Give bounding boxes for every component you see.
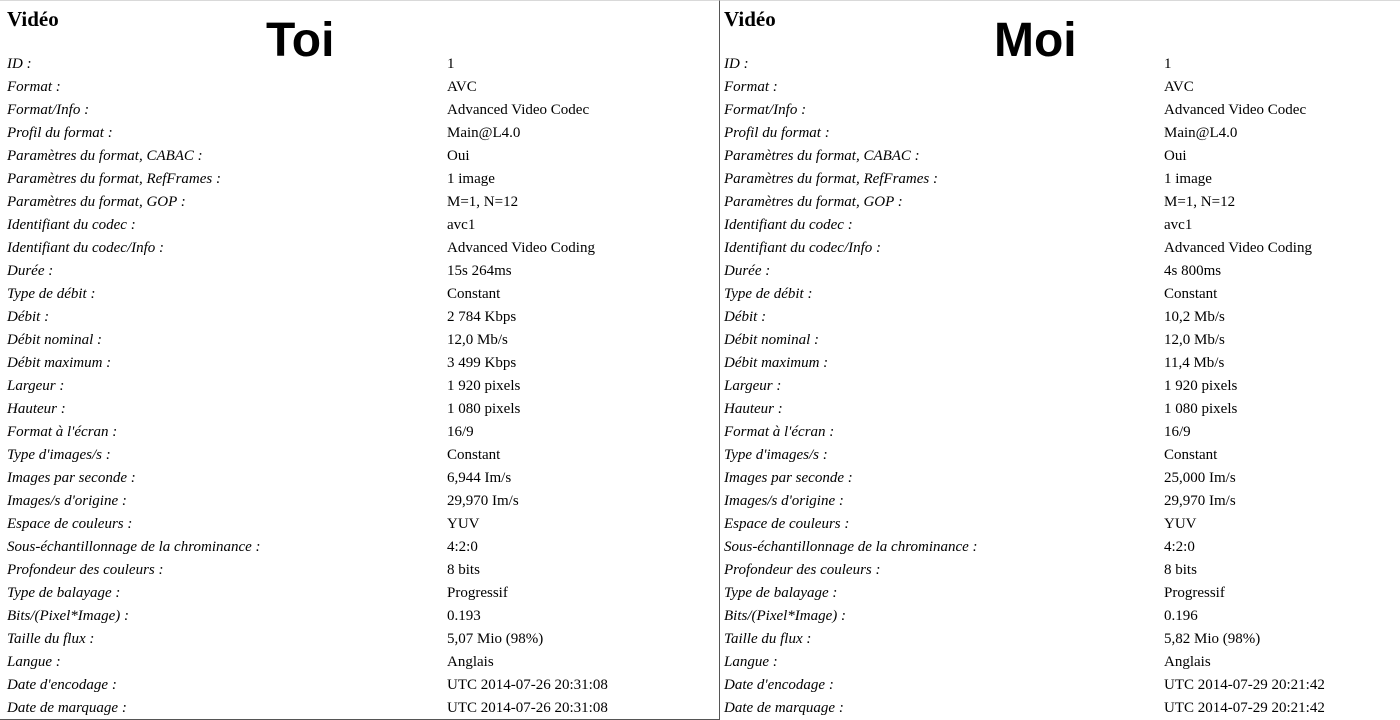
property-value: 12,0 Mb/s bbox=[1164, 332, 1225, 348]
property-value: 29,970 Im/s bbox=[1164, 493, 1236, 509]
property-label: Hauteur : bbox=[724, 401, 783, 417]
property-label: Images/s d'origine : bbox=[7, 493, 127, 509]
property-row bbox=[720, 490, 1400, 513]
property-label: Débit : bbox=[7, 309, 50, 325]
property-value: UTC 2014-07-26 20:31:08 bbox=[447, 700, 608, 716]
property-label: Identifiant du codec : bbox=[724, 217, 853, 233]
property-row bbox=[0, 375, 719, 398]
property-row bbox=[720, 191, 1400, 214]
property-row bbox=[720, 168, 1400, 191]
property-value: 8 bits bbox=[1164, 562, 1197, 578]
property-row bbox=[720, 237, 1400, 260]
property-label: Paramètres du format, CABAC : bbox=[7, 148, 203, 164]
property-value: avc1 bbox=[447, 217, 476, 233]
property-row bbox=[720, 674, 1400, 697]
property-value: Main@L4.0 bbox=[1164, 125, 1238, 141]
property-label: Espace de couleurs : bbox=[7, 516, 133, 532]
property-row bbox=[720, 398, 1400, 421]
property-row bbox=[0, 237, 719, 260]
property-label: Format : bbox=[7, 79, 61, 95]
property-row bbox=[720, 329, 1400, 352]
property-row bbox=[720, 99, 1400, 122]
property-row bbox=[720, 628, 1400, 651]
property-value: 5,07 Mio (98%) bbox=[447, 631, 544, 647]
property-label: Paramètres du format, GOP : bbox=[7, 194, 186, 210]
property-label: Type de balayage : bbox=[7, 585, 121, 601]
property-value: Constant bbox=[447, 286, 501, 302]
property-label: Identifiant du codec/Info : bbox=[724, 240, 882, 256]
property-label: Débit : bbox=[724, 309, 767, 325]
property-value: Progressif bbox=[1164, 585, 1225, 601]
property-label: Largeur : bbox=[724, 378, 782, 394]
property-label: Date de marquage : bbox=[7, 700, 127, 716]
property-value: Constant bbox=[1164, 286, 1218, 302]
property-value: M=1, N=12 bbox=[1164, 194, 1236, 210]
property-value: 1 bbox=[447, 56, 455, 72]
property-label: Type de débit : bbox=[724, 286, 813, 302]
property-row bbox=[0, 605, 719, 628]
property-label: Largeur : bbox=[7, 378, 65, 394]
property-label: Paramètres du format, RefFrames : bbox=[724, 171, 938, 187]
property-value: Advanced Video Coding bbox=[1164, 240, 1312, 256]
property-label: Espace de couleurs : bbox=[724, 516, 850, 532]
property-label: Date de marquage : bbox=[724, 700, 844, 716]
property-row bbox=[0, 76, 719, 99]
property-label: Identifiant du codec : bbox=[7, 217, 136, 233]
property-value: YUV bbox=[447, 516, 480, 532]
property-value: 1 image bbox=[447, 171, 495, 187]
property-value: Progressif bbox=[447, 585, 508, 601]
property-row bbox=[720, 582, 1400, 605]
property-row bbox=[0, 628, 719, 651]
property-value: YUV bbox=[1164, 516, 1197, 532]
property-row bbox=[0, 674, 719, 697]
property-row bbox=[0, 421, 719, 444]
property-value: 3 499 Kbps bbox=[447, 355, 517, 371]
property-label: Langue : bbox=[724, 654, 778, 670]
property-value: 25,000 Im/s bbox=[1164, 470, 1236, 486]
property-row bbox=[720, 697, 1400, 720]
property-row bbox=[0, 329, 719, 352]
property-value: avc1 bbox=[1164, 217, 1193, 233]
property-row bbox=[0, 490, 719, 513]
property-value: AVC bbox=[447, 79, 477, 95]
property-value: Advanced Video Codec bbox=[447, 102, 590, 118]
property-value: Anglais bbox=[1164, 654, 1211, 670]
property-value: 4:2:0 bbox=[447, 539, 478, 555]
property-list bbox=[0, 53, 719, 720]
property-label: Format/Info : bbox=[7, 102, 90, 118]
property-value: UTC 2014-07-26 20:31:08 bbox=[447, 677, 608, 693]
property-row bbox=[720, 260, 1400, 283]
property-row bbox=[720, 122, 1400, 145]
property-row bbox=[720, 421, 1400, 444]
property-value: 29,970 Im/s bbox=[447, 493, 519, 509]
property-row bbox=[0, 352, 719, 375]
property-value: 6,944 Im/s bbox=[447, 470, 512, 486]
property-value: Main@L4.0 bbox=[447, 125, 521, 141]
property-value: 8 bits bbox=[447, 562, 480, 578]
property-label: ID : bbox=[7, 56, 32, 72]
property-value: 4:2:0 bbox=[1164, 539, 1195, 555]
property-value: AVC bbox=[1164, 79, 1194, 95]
property-label: Format à l'écran : bbox=[7, 424, 118, 440]
property-row bbox=[0, 697, 719, 720]
property-value: 0.193 bbox=[447, 608, 481, 624]
property-label: Images/s d'origine : bbox=[724, 493, 844, 509]
property-label: Type d'images/s : bbox=[7, 447, 111, 463]
property-label: Type de débit : bbox=[7, 286, 96, 302]
property-label: Débit nominal : bbox=[724, 332, 819, 348]
property-value: Advanced Video Codec bbox=[1164, 102, 1307, 118]
media-info-panel-right bbox=[720, 0, 1400, 720]
property-label: Images par seconde : bbox=[724, 470, 853, 486]
property-row bbox=[720, 352, 1400, 375]
property-row bbox=[0, 467, 719, 490]
property-value: 2 784 Kbps bbox=[447, 309, 517, 325]
property-label: Débit maximum : bbox=[724, 355, 829, 371]
property-row bbox=[720, 467, 1400, 490]
property-list bbox=[720, 53, 1400, 720]
property-row bbox=[720, 559, 1400, 582]
property-row bbox=[0, 168, 719, 191]
property-label: Paramètres du format, GOP : bbox=[724, 194, 903, 210]
property-value: Advanced Video Coding bbox=[447, 240, 595, 256]
property-row bbox=[0, 513, 719, 536]
property-label: Sous-échantillonnage de la chrominance : bbox=[7, 539, 261, 555]
property-label: Taille du flux : bbox=[724, 631, 812, 647]
property-label: Format/Info : bbox=[724, 102, 807, 118]
property-row bbox=[0, 398, 719, 421]
property-label: Profil du format : bbox=[7, 125, 113, 141]
property-row bbox=[0, 536, 719, 559]
property-value: 5,82 Mio (98%) bbox=[1164, 631, 1261, 647]
property-row bbox=[0, 582, 719, 605]
property-row bbox=[720, 53, 1400, 76]
property-value: Constant bbox=[447, 447, 501, 463]
property-label: Bits/(Pixel*Image) : bbox=[7, 608, 130, 624]
property-row bbox=[720, 76, 1400, 99]
property-value: 12,0 Mb/s bbox=[447, 332, 508, 348]
property-label: Identifiant du codec/Info : bbox=[7, 240, 165, 256]
property-label: Profondeur des couleurs : bbox=[7, 562, 164, 578]
property-row bbox=[0, 145, 719, 168]
property-row bbox=[0, 191, 719, 214]
property-value: 15s 264ms bbox=[447, 263, 512, 279]
property-label: Paramètres du format, RefFrames : bbox=[7, 171, 221, 187]
panel-caption: Toi bbox=[266, 14, 335, 67]
property-value: 0.196 bbox=[1164, 608, 1198, 624]
property-row bbox=[720, 214, 1400, 237]
property-label: ID : bbox=[724, 56, 749, 72]
property-label: Type d'images/s : bbox=[724, 447, 828, 463]
property-value: 16/9 bbox=[447, 424, 474, 440]
property-label: Taille du flux : bbox=[7, 631, 95, 647]
property-value: M=1, N=12 bbox=[447, 194, 519, 210]
property-row bbox=[0, 260, 719, 283]
property-value: Constant bbox=[1164, 447, 1218, 463]
section-title: Vidéo bbox=[724, 7, 776, 31]
property-label: Bits/(Pixel*Image) : bbox=[724, 608, 847, 624]
property-row bbox=[0, 651, 719, 674]
property-label: Images par seconde : bbox=[7, 470, 136, 486]
property-row bbox=[720, 283, 1400, 306]
property-value: Oui bbox=[447, 148, 470, 164]
property-value: 1 080 pixels bbox=[447, 401, 521, 417]
property-row bbox=[720, 513, 1400, 536]
property-row bbox=[0, 99, 719, 122]
panel-caption: Moi bbox=[994, 14, 1077, 67]
section-title: Vidéo bbox=[7, 7, 59, 31]
property-value: UTC 2014-07-29 20:21:42 bbox=[1164, 677, 1325, 693]
property-value: 1 920 pixels bbox=[1164, 378, 1238, 394]
property-value: 10,2 Mb/s bbox=[1164, 309, 1225, 325]
property-row bbox=[720, 444, 1400, 467]
property-row bbox=[720, 375, 1400, 398]
property-label: Date d'encodage : bbox=[724, 677, 834, 693]
property-row bbox=[0, 53, 719, 76]
property-value: UTC 2014-07-29 20:21:42 bbox=[1164, 700, 1325, 716]
property-label: Débit nominal : bbox=[7, 332, 102, 348]
property-label: Sous-échantillonnage de la chrominance : bbox=[724, 539, 978, 555]
property-label: Durée : bbox=[724, 263, 771, 279]
property-label: Durée : bbox=[7, 263, 54, 279]
property-row bbox=[720, 605, 1400, 628]
property-label: Format : bbox=[724, 79, 778, 95]
property-label: Type de balayage : bbox=[724, 585, 838, 601]
property-row bbox=[0, 214, 719, 237]
property-row bbox=[720, 651, 1400, 674]
property-row bbox=[0, 122, 719, 145]
property-row bbox=[720, 306, 1400, 329]
property-label: Profondeur des couleurs : bbox=[724, 562, 881, 578]
property-label: Langue : bbox=[7, 654, 61, 670]
property-label: Format à l'écran : bbox=[724, 424, 835, 440]
property-label: Débit maximum : bbox=[7, 355, 112, 371]
property-row bbox=[720, 145, 1400, 168]
property-value: Anglais bbox=[447, 654, 494, 670]
property-value: 1 080 pixels bbox=[1164, 401, 1238, 417]
property-row bbox=[0, 559, 719, 582]
property-row bbox=[0, 444, 719, 467]
property-row bbox=[0, 306, 719, 329]
property-row bbox=[720, 536, 1400, 559]
property-value: 1 image bbox=[1164, 171, 1212, 187]
property-label: Paramètres du format, CABAC : bbox=[724, 148, 920, 164]
property-label: Date d'encodage : bbox=[7, 677, 117, 693]
property-value: 4s 800ms bbox=[1164, 263, 1222, 279]
property-value: 16/9 bbox=[1164, 424, 1191, 440]
property-value: 11,4 Mb/s bbox=[1164, 355, 1225, 371]
property-value: 1 bbox=[1164, 56, 1172, 72]
property-value: Oui bbox=[1164, 148, 1187, 164]
property-row bbox=[0, 283, 719, 306]
property-label: Hauteur : bbox=[7, 401, 66, 417]
property-value: 1 920 pixels bbox=[447, 378, 521, 394]
property-label: Profil du format : bbox=[724, 125, 830, 141]
